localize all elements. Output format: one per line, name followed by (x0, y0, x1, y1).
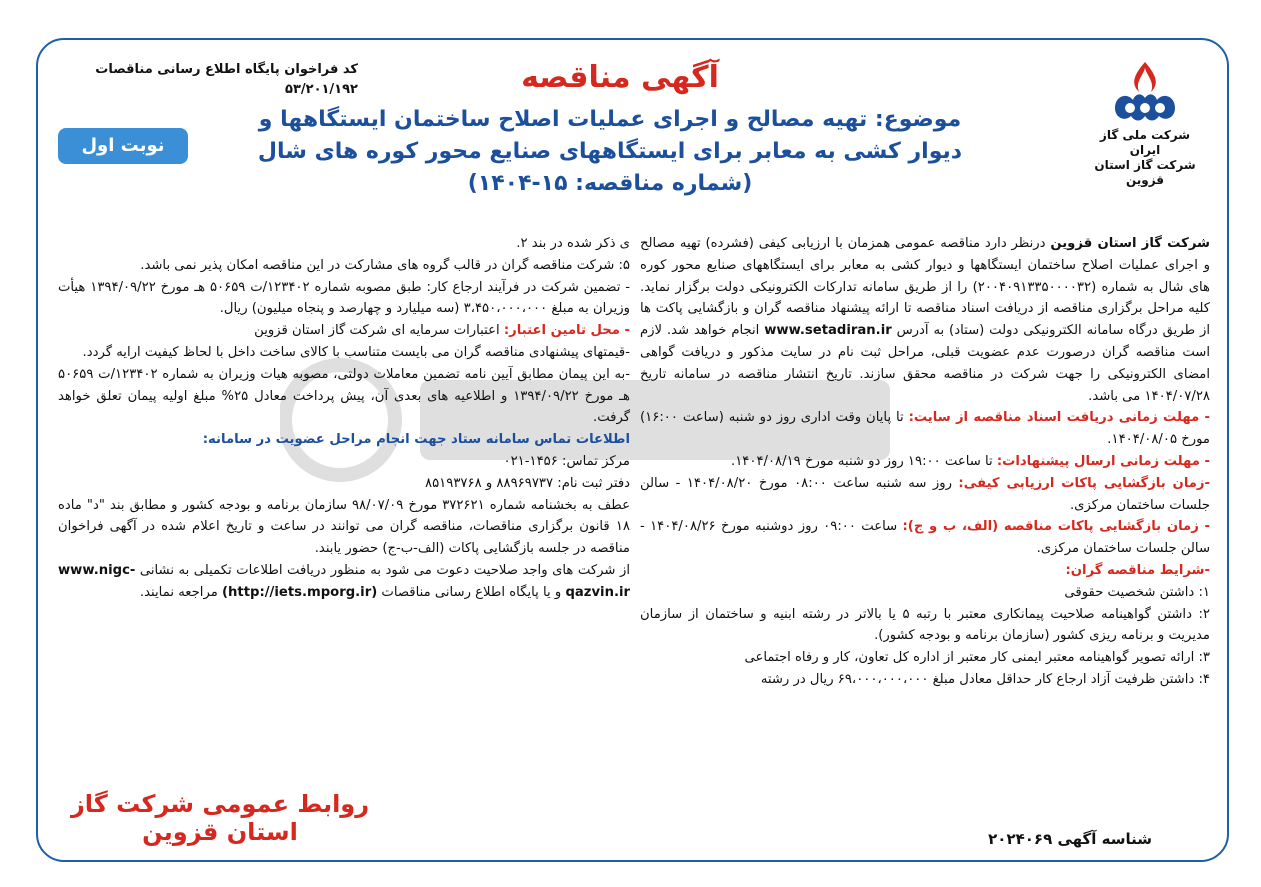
subject-line-1: موضوع: تهیه مصالح و اجرای عملیات اصلاح ساختمان ایستگاهها و (258, 107, 962, 132)
deadline-offer-label: - مهلت زمانی ارسال پیشنهادات: (996, 453, 1210, 469)
invite-text-3: مراجعه نمایند. (139, 584, 222, 600)
credit-source (58, 320, 630, 342)
condition-4-continued: ی ذکر شده در بند ۲. (516, 236, 630, 251)
intro-text-1: درنظر دارد مناقصه عمومی همزمان با ارزیابی کیفی (فشرده) تهیه مصالح و اجرای عملیات اصلاح ساختمان ایستگاهها و دیوار کشی به معابر برای ایستگاههای صنایع محور کوره های شال به شماره (۲۰۰۴۰۹۱۳۳۵۰۰۰۰۳۲) را از طریق سامانه تدارکات الکترونیکی دولت برگزار نماید. کلیه مراحل برگزاری مناقصه از دریافت اسناد مناقصه تا ارائه پیشنهاد مناقصه گران و بازگشایی پاکت ها از طریق درگاه سامانه الکترونیکی دولت (ستاد) به آدرس (640, 236, 1210, 339)
contract-paragraph: -به این پیمان مطابق آیین نامه تضمین معاملات دولتی، مصوبه هیات وزیران به شماره ۱۲۳۴۰۲/ت ۵۰۶۵۹ هـ مورخ ۱۳۹۴/۰۹/۲۲ و اطلاعیه های بعدی آن، پیش پرداخت معادل ۲۵% مبلغ اولیه پیمان تعلق خواهد گرفت. (58, 366, 630, 426)
condition-5: ۵: شرکت مناقصه گران در قالب گروه های مشارکت در این مناقصه امکان پذیر نمی باشد. (140, 257, 630, 273)
logo-org-line1: شرکت ملی گاز ایران (1099, 128, 1191, 157)
tender-code-value: ۵۳/۲۰۱/۱۹۲ (285, 82, 358, 97)
contact-heading: اطلاعات تماس سامانه ستاد جهت انجام مراحل عضویت در سامانه: (202, 432, 630, 448)
invite-text-2: و یا پایگاه اطلاع رسانی مناقصات (377, 584, 566, 600)
notice-subject (250, 104, 970, 200)
left-column (58, 233, 630, 604)
opening-quality-label: -زمان بازگشایی پاکات ارزیابی کیفی: (958, 475, 1210, 491)
right-column (640, 233, 1210, 691)
credit-text: اعتبارات سرمایه ای شرکت گاز استان قزوین (254, 323, 504, 339)
intro-paragraph (640, 233, 1210, 407)
subject-line-2: دیوار کشی به معابر برای ایستگاههای صنایع محور کوره های شال (257, 139, 963, 164)
contact-center: مرکز تماس: ۱۴۵۶-۰۲۱ (503, 453, 630, 469)
opening-envelopes-text: ساعت ۰۹:۰۰ روز دوشنبه مورخ ۱۴۰۴/۰۸/۲۶ - سالن جلسات ساختمان مرکزی. (640, 519, 1210, 557)
deadline-docs-label: - مهلت زمانی دریافت اسناد مناقصه از سایت: (908, 410, 1210, 426)
round-badge: نوبت اول (58, 128, 188, 164)
invite-text-1: از شرکت های واجد صلاحیت دعوت می شود به منظور دریافت اطلاعات تکمیلی به نشانی (135, 562, 630, 578)
conditions-label: -شرایط مناقصه گران: (1065, 562, 1210, 578)
public-relations-signature: روابط عمومی شرکت گاز استان قزوین (70, 790, 370, 846)
company-logo (1085, 58, 1205, 188)
condition-1: ۱: داشتن شخصیت حقوقی (1064, 584, 1210, 600)
ad-id: شناسه آگهی ۲۰۲۴۰۶۹ (988, 830, 1152, 848)
gas-flame-icon (1105, 58, 1185, 128)
opening-envelopes-label: - زمان بازگشایی پاکات مناقصه (الف، ب و ج): (902, 519, 1210, 535)
condition-4: ۴: داشتن ظرفیت آزاد ارجاع کار حداقل معادل مبلغ ۶۹،۰۰۰،۰۰۰،۰۰۰ ریال در رشته (760, 671, 1210, 687)
subject-line-3: (شماره مناقصه: ۱۵-۱۴۰۴) (467, 171, 753, 196)
deadline-docs-text: تا پایان وقت اداری روز دو شنبه (ساعت ۱۶:۰۰) مورخ ۱۴۰۴/۰۸/۰۵. (640, 410, 1210, 448)
intro-company: شرکت گاز استان قزوین (1050, 236, 1210, 251)
opening-envelopes (640, 516, 1210, 560)
registration-office: دفتر ثبت نام: ۸۸۹۶۹۷۳۷ و ۸۵۱۹۳۷۶۸ (424, 475, 630, 491)
deadline-offer-text: تا ساعت ۱۹:۰۰ روز دو شنبه مورخ ۱۴۰۴/۰۸/۱۹. (731, 453, 997, 469)
deadline-docs (640, 407, 1210, 451)
circular-paragraph: عطف به بخشنامه شماره ۳۷۲۶۲۱ مورخ ۹۸/۰۷/۰۹ سازمان برنامه و بودجه کشور و مطابق بند "د" ماده ۱۸ قانون برگزاری مناقصات، مناقصه گران می توانند در ساعت و تاریخ اعلام شده در آگهی فراخوان مناقصه در جلسه بازگشایی پاکات (الف-ب-ج) حضور یابند. (58, 497, 630, 557)
logo-org-line2: شرکت گاز استان قزوین (1094, 158, 1196, 187)
intro-text-2: انجام خواهد شد. لازم است مناقصه گران درصورت عدم عضویت قبلی، مراحل ثبت نام در سایت مذکور و دریافت گواهی امضای الکترونیکی را جهت شرکت در مناقصه محقق سازند. تاریخ انتشار مناقصه در سامانه تاریخ ۱۴۰۴/۰۷/۲۸ می باشد. (640, 323, 1210, 404)
condition-3: ۳: ارائه تصویر گواهینامه معتبر ایمنی کار معتبر از اداره کل تعاون، کار و رفاه اجتماعی (744, 650, 1210, 666)
guarantee-paragraph: - تضمین شرکت در فرآیند ارجاع کار: طبق مصوبه شماره ۱۲۳۴۰۲/ت ۵۰۶۵۹ هـ مورخ ۱۳۹۴/۰۹/۲۲ هیأت وزیران به مبلغ ۳،۴۵۰،۰۰۰،۰۰۰ (سه میلیارد و چهارصد و پنجاه میلیون) ریال. (58, 279, 630, 317)
credit-label: - محل تامین اعتبار: (503, 323, 630, 339)
tender-code-label: کد فراخوان پایگاه اطلاع رسانی مناقصات (95, 62, 358, 77)
invite-paragraph (58, 560, 630, 604)
notice-title: آگهی مناقصه (521, 60, 719, 95)
setadiran-link[interactable]: www.setadiran.ir (764, 323, 892, 339)
prices-paragraph: -قیمتهای پیشنهادی مناقصه گران می بایست متناسب با کالای ساخت داخل با لحاظ کیفیت ارایه گردد. (82, 344, 630, 360)
opening-quality-text: روز سه شنبه ساعت ۰۸:۰۰ مورخ ۱۴۰۴/۰۸/۲۰ - سالن جلسات ساختمان مرکزی. (640, 475, 1210, 513)
condition-2: ۲: داشتن گواهینامه صلاحیت پیمانکاری معتبر با رتبه ۵ یا بالاتر در رشته ابنیه و ساختمان از سازمان مدیریت و برنامه ریزی کشور (سازمان برنامه و بودجه کشور). (640, 606, 1210, 644)
deadline-offer (640, 451, 1210, 473)
iets-link[interactable]: (http://iets.mporg.ir) (221, 584, 378, 600)
opening-quality (640, 473, 1210, 517)
nigc-qazvin-link[interactable]: www.nigc-qazvin.ir (58, 562, 630, 600)
